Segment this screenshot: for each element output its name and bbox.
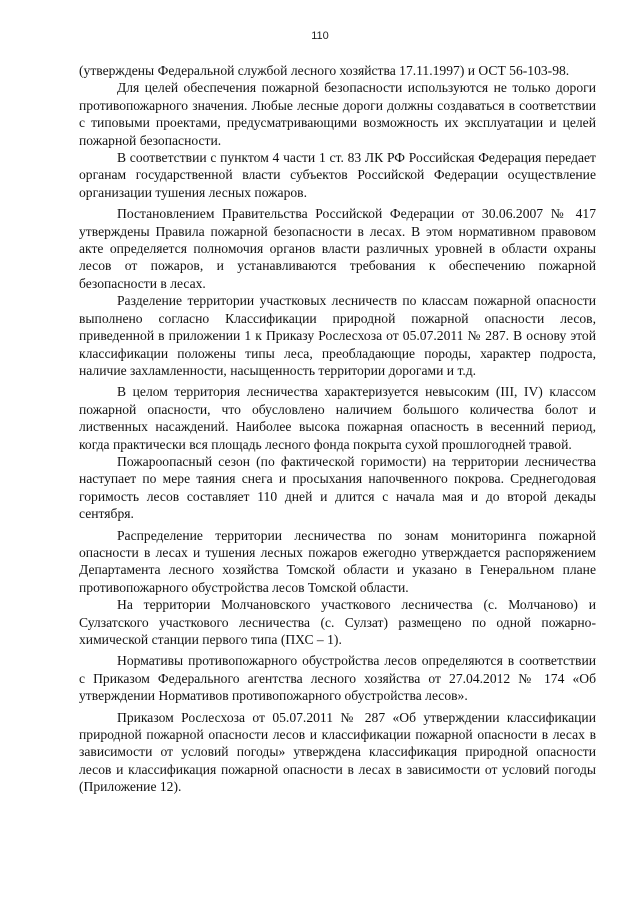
paragraph: Постановлением Правительства Российской Федерации от 30.06.2007 № 417 утверждены Правила пожарной безопасности в лесах. В этом нормативном правовом акте определяется полномочия органов власти различных уровней в области охраны лесов от пожаров, и устанавливаются требования к обеспечению пожарной безопасности в лесах. [79,206,596,291]
paragraph: (утверждены Федеральной службой лесного хозяйства 17.11.1997) и ОСТ 56-103-98. [79,63,570,78]
paragraph: В соответствии с пунктом 4 части 1 ст. 83 ЛК РФ Российская Федерация передает органам государственной власти субъектов Российской Федерации осуществление организации тушения лесных пожаров. [79,150,596,200]
paragraph: Пожароопасный сезон (по фактической горимости) на территории лесничества наступает по мере таяния снега и просыхания напочвенного покрова. Среднегодовая горимость лесов составляет 110 дней и длится с начала мая и до второй декады сентября. [79,453,596,522]
page-number: 110 [311,30,329,42]
paragraph: В целом территория лесничества характеризуется невысоким (III, IV) классом пожарной опасности, что обусловлено наличием большого количества болот и лиственных насаждений. Наиболее высока пожарная опасность в весенний период, когда практически вся площадь лесного фонда покрыта сухой прошлогодней травой. [79,384,596,452]
paragraph: На территории Молчановского участкового лесничества (с. Молчаново) и Сулзатского участкового лесничества (с. Сулзат) размещено по одной пожарно-химической станции первого типа (ПХС – 1). [79,597,596,647]
paragraph: Разделение территории участковых лесничеств по классам пожарной опасности выполнено согласно Классификации природной пожарной опасности лесов, приведенной в приложении 1 к Приказу Рослесхоза от 05.07.2011 № 287. В основу этой классификации положены типы леса, преобладающие породы, характер подроста, наличие захламленности, насыщенность территории дорогами и т.д. [79,293,596,378]
paragraph: Нормативы противопожарного обустройства лесов определяются в соответствии с Приказом Федерального агентства лесного хозяйства от 27.04.2012 № 174 «Об утверждении Нормативов противопожарного обустройства лесов». [79,653,596,704]
paragraph: Приказом Рослесхоза от 05.07.2011 № 287 «Об утверждении классификации природной пожарной опасности лесов и классификации пожарной опасности в лесах в зависимости от условий погоды» утверждена классификация природной опасности лесов и классификация пожарной опасности в лесах в зависимости от условий погоды (Приложение 12). [79,709,596,795]
paragraph: Для целей обеспечения пожарной безопасности используются не только дороги противопожарного значения. Любые лесные дороги должны создаваться в соответствии с типовыми проектами, предусматривающими возможность их эксплуатации и целей пожарной безопасности. [79,80,596,148]
paragraph: Распределение территории лесничества по зонам мониторинга пожарной опасности в лесах и тушения лесных пожаров ежегодно утверждается распоряжением Департамента лесного хозяйства Томской области и указано в Генеральном плане противопожарного обустройства лесов Томской области. [79,527,596,595]
document-body [79,62,596,796]
